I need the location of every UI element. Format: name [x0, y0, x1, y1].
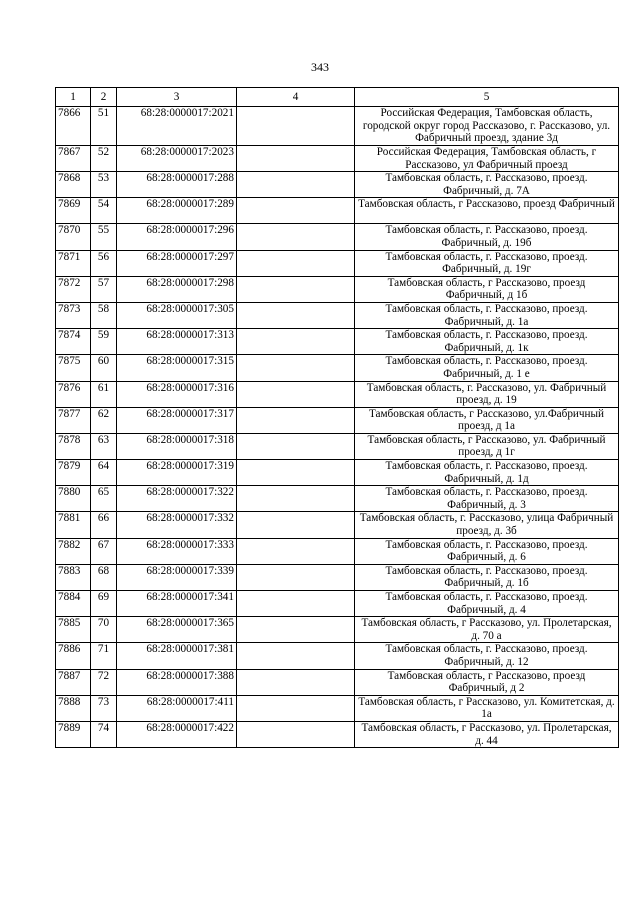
- empty-column-cell: [237, 355, 355, 381]
- table-row: [56, 643, 619, 669]
- row-index-cell: 66: [91, 512, 117, 538]
- table-row: [56, 486, 619, 512]
- row-index-cell: 52: [91, 146, 117, 172]
- address-cell: Тамбовская область, г Рассказово, проезд Фабричный, д 1б: [355, 276, 619, 302]
- cadastral-number-cell: 68:28:0000017:296: [117, 224, 237, 250]
- address-cell: Тамбовская область, г. Рассказово, проезд. Фабричный, д. 1а: [355, 302, 619, 328]
- address-cell: Тамбовская область, г. Рассказово, проезд. Фабричный, д. 4: [355, 591, 619, 617]
- table-row: [56, 460, 619, 486]
- row-number-cell: 7887: [56, 669, 91, 695]
- row-number-cell: 7868: [56, 172, 91, 198]
- empty-column-cell: [237, 107, 355, 146]
- empty-column-cell: [237, 172, 355, 198]
- row-index-cell: 51: [91, 107, 117, 146]
- cadastral-number-cell: 68:28:0000017:313: [117, 329, 237, 355]
- table-row: [56, 695, 619, 721]
- register-table: [55, 87, 619, 748]
- row-index-cell: 71: [91, 643, 117, 669]
- row-index-cell: 72: [91, 669, 117, 695]
- header-col-3: 3: [117, 88, 237, 107]
- address-cell: Тамбовская область, г. Рассказово, проезд. Фабричный, д. 1д: [355, 460, 619, 486]
- row-number-cell: 7870: [56, 224, 91, 250]
- address-cell: Тамбовская область, г Рассказово, ул. Фабричный проезд, д 1г: [355, 433, 619, 459]
- table-body: [56, 107, 619, 748]
- empty-column-cell: [237, 643, 355, 669]
- cadastral-number-cell: 68:28:0000017:289: [117, 198, 237, 224]
- empty-column-cell: [237, 512, 355, 538]
- row-index-cell: 73: [91, 695, 117, 721]
- row-number-cell: 7866: [56, 107, 91, 146]
- row-number-cell: 7878: [56, 433, 91, 459]
- table-row: [56, 538, 619, 564]
- empty-column-cell: [237, 146, 355, 172]
- table-row: [56, 617, 619, 643]
- empty-column-cell: [237, 276, 355, 302]
- row-number-cell: 7885: [56, 617, 91, 643]
- table-row: [56, 276, 619, 302]
- cadastral-number-cell: 68:28:0000017:411: [117, 695, 237, 721]
- address-cell: Тамбовская область, г. Рассказово, проезд. Фабричный, д. 1 е: [355, 355, 619, 381]
- page-number: 343: [311, 60, 329, 74]
- cadastral-number-cell: 68:28:0000017:2021: [117, 107, 237, 146]
- table-row: [56, 329, 619, 355]
- cadastral-number-cell: 68:28:0000017:319: [117, 460, 237, 486]
- row-number-cell: 7883: [56, 564, 91, 590]
- cadastral-number-cell: 68:28:0000017:339: [117, 564, 237, 590]
- empty-column-cell: [237, 381, 355, 407]
- row-index-cell: 67: [91, 538, 117, 564]
- row-index-cell: 58: [91, 302, 117, 328]
- header-col-5: 5: [355, 88, 619, 107]
- table-row: [56, 107, 619, 146]
- address-cell: Тамбовская область, г Рассказово, проезд Фабричный: [355, 198, 619, 224]
- empty-column-cell: [237, 407, 355, 433]
- empty-column-cell: [237, 538, 355, 564]
- row-number-cell: 7874: [56, 329, 91, 355]
- cadastral-number-cell: 68:28:0000017:297: [117, 250, 237, 276]
- cadastral-number-cell: 68:28:0000017:318: [117, 433, 237, 459]
- table-row: [56, 250, 619, 276]
- row-index-cell: 61: [91, 381, 117, 407]
- table-row: [56, 669, 619, 695]
- address-cell: Тамбовская область, г. Рассказово, проезд. Фабричный, д. 12: [355, 643, 619, 669]
- row-number-cell: 7872: [56, 276, 91, 302]
- row-index-cell: 68: [91, 564, 117, 590]
- header-col-4: 4: [237, 88, 355, 107]
- cadastral-number-cell: 68:28:0000017:388: [117, 669, 237, 695]
- address-cell: Тамбовская область, г. Рассказово, проезд. Фабричный, д. 7А: [355, 172, 619, 198]
- address-cell: Тамбовская область, г. Рассказово, проезд. Фабричный, д. 6: [355, 538, 619, 564]
- empty-column-cell: [237, 329, 355, 355]
- row-index-cell: 70: [91, 617, 117, 643]
- cadastral-number-cell: 68:28:0000017:317: [117, 407, 237, 433]
- row-number-cell: 7876: [56, 381, 91, 407]
- row-number-cell: 7889: [56, 721, 91, 747]
- cadastral-number-cell: 68:28:0000017:316: [117, 381, 237, 407]
- address-cell: Тамбовская область, г. Рассказово, проезд. Фабричный, д. 19г: [355, 250, 619, 276]
- empty-column-cell: [237, 617, 355, 643]
- row-index-cell: 65: [91, 486, 117, 512]
- cadastral-number-cell: 68:28:0000017:422: [117, 721, 237, 747]
- address-cell: Российская Федерация, Тамбовская область, городской округ город Рассказово, г. Рассказово, ул. Фабричный проезд, здание 3д: [355, 107, 619, 146]
- cadastral-number-cell: 68:28:0000017:305: [117, 302, 237, 328]
- empty-column-cell: [237, 486, 355, 512]
- empty-column-cell: [237, 721, 355, 747]
- empty-column-cell: [237, 591, 355, 617]
- cadastral-number-cell: 68:28:0000017:288: [117, 172, 237, 198]
- row-number-cell: 7881: [56, 512, 91, 538]
- cadastral-number-cell: 68:28:0000017:298: [117, 276, 237, 302]
- empty-column-cell: [237, 433, 355, 459]
- table-row: [56, 564, 619, 590]
- row-index-cell: 59: [91, 329, 117, 355]
- empty-column-cell: [237, 198, 355, 224]
- empty-column-cell: [237, 250, 355, 276]
- cadastral-number-cell: 68:28:0000017:2023: [117, 146, 237, 172]
- address-cell: Тамбовская область, г. Рассказово, проезд. Фабричный, д. 1к: [355, 329, 619, 355]
- header-row: [56, 88, 619, 107]
- address-cell: Тамбовская область, г Рассказово, ул.Фабричный проезд, д 1а: [355, 407, 619, 433]
- table-row: [56, 512, 619, 538]
- header-col-1: 1: [56, 88, 91, 107]
- cadastral-number-cell: 68:28:0000017:322: [117, 486, 237, 512]
- table-row: [56, 172, 619, 198]
- row-number-cell: 7875: [56, 355, 91, 381]
- row-index-cell: 57: [91, 276, 117, 302]
- table-row: [56, 146, 619, 172]
- address-cell: Тамбовская область, г Рассказово, ул. Пролетарская, д. 70 а: [355, 617, 619, 643]
- row-number-cell: 7879: [56, 460, 91, 486]
- cadastral-number-cell: 68:28:0000017:341: [117, 591, 237, 617]
- row-number-cell: 7880: [56, 486, 91, 512]
- address-cell: Тамбовская область, г. Рассказово, проезд. Фабричный, д. 19б: [355, 224, 619, 250]
- table-row: [56, 721, 619, 747]
- cadastral-number-cell: 68:28:0000017:365: [117, 617, 237, 643]
- empty-column-cell: [237, 669, 355, 695]
- address-cell: Тамбовская область, г. Рассказово, улица Фабричный проезд, д. 3б: [355, 512, 619, 538]
- row-index-cell: 62: [91, 407, 117, 433]
- row-number-cell: 7871: [56, 250, 91, 276]
- row-number-cell: 7877: [56, 407, 91, 433]
- address-cell: Российская Федерация, Тамбовская область, г Рассказово, ул Фабричный проезд: [355, 146, 619, 172]
- row-index-cell: 69: [91, 591, 117, 617]
- table-row: [56, 198, 619, 224]
- header-col-2: 2: [91, 88, 117, 107]
- address-cell: Тамбовская область, г Рассказово, ул. Пролетарская, д. 44: [355, 721, 619, 747]
- table-row: [56, 302, 619, 328]
- address-cell: Тамбовская область, г Рассказово, проезд Фабричный, д 2: [355, 669, 619, 695]
- cadastral-number-cell: 68:28:0000017:333: [117, 538, 237, 564]
- table-row: [56, 591, 619, 617]
- address-cell: Тамбовская область, г. Рассказово, ул. Фабричный проезд, д. 19: [355, 381, 619, 407]
- row-index-cell: 54: [91, 198, 117, 224]
- address-cell: Тамбовская область, г. Рассказово, проезд. Фабричный, д. 1б: [355, 564, 619, 590]
- address-cell: Тамбовская область, г Рассказово, ул. Комитетская, д. 1а: [355, 695, 619, 721]
- row-number-cell: 7882: [56, 538, 91, 564]
- row-index-cell: 63: [91, 433, 117, 459]
- row-number-cell: 7867: [56, 146, 91, 172]
- row-index-cell: 64: [91, 460, 117, 486]
- table-row: [56, 407, 619, 433]
- empty-column-cell: [237, 460, 355, 486]
- cadastral-number-cell: 68:28:0000017:315: [117, 355, 237, 381]
- row-number-cell: 7869: [56, 198, 91, 224]
- row-number-cell: 7884: [56, 591, 91, 617]
- empty-column-cell: [237, 695, 355, 721]
- cadastral-number-cell: 68:28:0000017:332: [117, 512, 237, 538]
- table-row: [56, 381, 619, 407]
- empty-column-cell: [237, 564, 355, 590]
- table-row: [56, 355, 619, 381]
- empty-column-cell: [237, 302, 355, 328]
- row-index-cell: 56: [91, 250, 117, 276]
- row-number-cell: 7886: [56, 643, 91, 669]
- row-number-cell: 7873: [56, 302, 91, 328]
- row-number-cell: 7888: [56, 695, 91, 721]
- empty-column-cell: [237, 224, 355, 250]
- row-index-cell: 74: [91, 721, 117, 747]
- address-cell: Тамбовская область, г. Рассказово, проезд. Фабричный, д. 3: [355, 486, 619, 512]
- row-index-cell: 55: [91, 224, 117, 250]
- cadastral-number-cell: 68:28:0000017:381: [117, 643, 237, 669]
- table-row: [56, 224, 619, 250]
- row-index-cell: 60: [91, 355, 117, 381]
- table-row: [56, 433, 619, 459]
- row-index-cell: 53: [91, 172, 117, 198]
